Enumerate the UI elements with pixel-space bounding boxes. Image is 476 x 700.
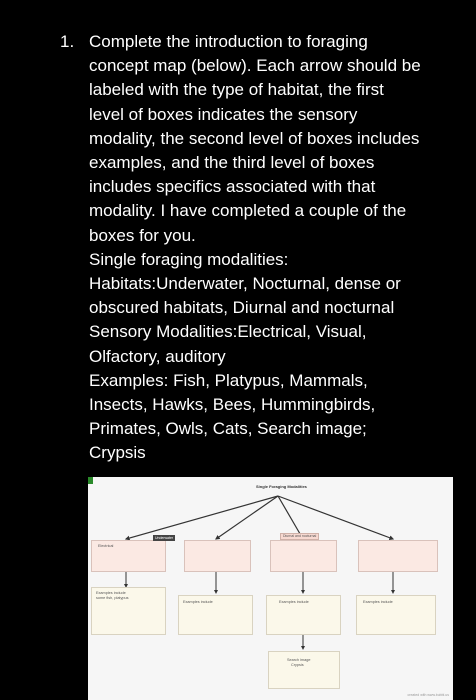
question-line: boxes for you. [89, 225, 196, 245]
arrow-to-visual [216, 496, 278, 539]
question-line: Examples: Fish, Platypus, Mammals, [89, 370, 368, 390]
question-line: obscured habitats, Diurnal and nocturnal [89, 298, 395, 318]
level2-electrical-box [91, 587, 166, 635]
question-line: labeled with the type of habitat, the first [89, 80, 384, 100]
question-line: concept map (below). Each arrow should be [89, 56, 421, 76]
level2-electrical-line1: Examples include [96, 591, 126, 595]
arrow-to-electrical [126, 496, 278, 539]
level3-line2: Crypsis [291, 663, 304, 667]
question-line: Crypsis [89, 443, 146, 463]
level3-line1: Search image [287, 658, 311, 662]
level2-middle-text: Examples include [279, 600, 309, 604]
level2-visual-box [178, 595, 253, 635]
map-title: Single Foraging Modalities [256, 484, 307, 489]
question-line: Habitats:Underwater, Nocturnal, dense or [89, 274, 401, 294]
level3-specifics-box [268, 651, 340, 689]
concept-map-image [88, 477, 453, 700]
level2-right-text: Examples include [363, 600, 393, 604]
level1-visual-box [184, 540, 251, 572]
question-line: Single foraging modalities: [89, 249, 289, 269]
question-text [89, 30, 459, 466]
level2-right-box [356, 595, 436, 635]
question-line: Insects, Hawks, Bees, Hummingbirds, [89, 395, 376, 415]
question-line: modality. I have completed a couple of the [89, 201, 407, 221]
question-line: Olfactory, auditory [89, 346, 226, 366]
level2-visual-text: Examples include [183, 600, 213, 604]
level1-electrical-box [91, 540, 166, 572]
question-line: Complete the introduction to foraging [89, 32, 368, 51]
bubbl-watermark: created with www.bubbl.us [407, 693, 449, 697]
question-line: modality, the second level of boxes includes [89, 128, 420, 148]
level2-electrical-line2: some fish, platypus [96, 596, 129, 600]
question-line: examples, and the third level of boxes [89, 153, 375, 173]
question-line: level of boxes indicates the sensory [89, 104, 358, 124]
level1-right-box [358, 540, 438, 572]
question-line: Primates, Owls, Cats, Search image; [89, 419, 367, 439]
question-number: 1. [60, 32, 75, 51]
habitat-label-diurnal-nocturnal: Diurnal and nocturnal [280, 533, 319, 540]
habitat-label-underwater: Underwater [155, 536, 174, 540]
level1-electrical-label: Electrical [98, 544, 114, 548]
question-line: includes specifics associated with that [89, 177, 376, 197]
level1-middle-box [270, 540, 337, 572]
level2-middle-box [266, 595, 341, 635]
question-line: Sensory Modalities:Electrical, Visual, [89, 322, 367, 342]
